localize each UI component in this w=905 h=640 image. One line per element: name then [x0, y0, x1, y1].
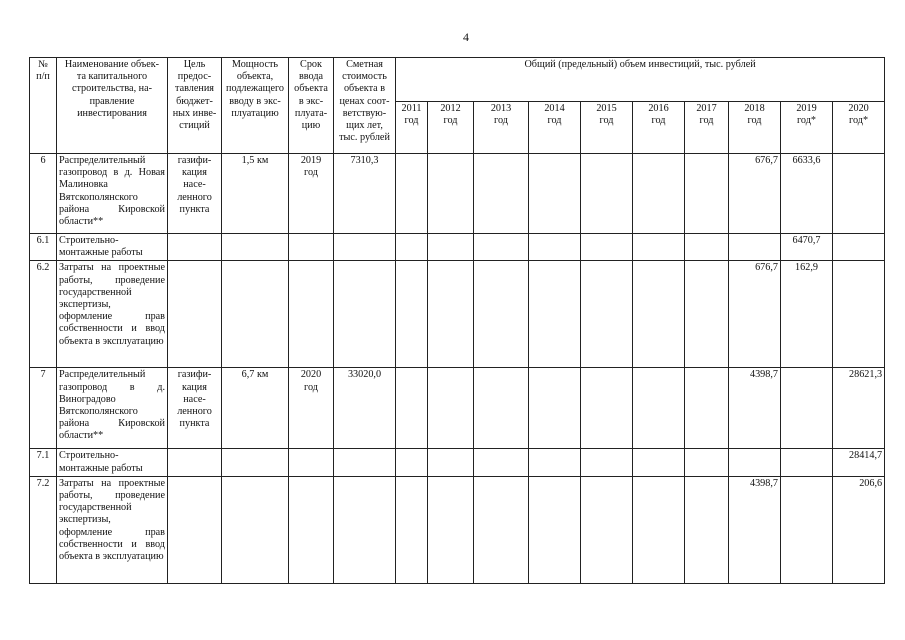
row-2019	[781, 449, 833, 476]
row-2018	[729, 449, 781, 476]
header-year-2011: 2011 год	[396, 102, 428, 154]
row-capacity	[222, 449, 289, 476]
header-year-2020: 2020 год*	[833, 102, 885, 154]
header-year-2017: 2017 год	[685, 102, 729, 154]
table-row	[30, 234, 885, 261]
row-2018: 676,7	[729, 261, 781, 368]
row-name: Строительно-монтажные работы	[57, 449, 168, 476]
investment-table	[29, 57, 885, 584]
row-2019	[781, 368, 833, 449]
row-cost: 33020,0	[334, 368, 396, 449]
row-name: Затраты на проектные работы, проведение государственной экспертизы, оформление прав собственности и ввод объекта в эксплуатацию	[57, 261, 168, 368]
table-row	[30, 368, 885, 449]
page-number: 4	[463, 30, 469, 44]
header-term: Срок ввода объекта в экс- плуата- цию	[289, 58, 334, 154]
header-year-2018: 2018 год	[729, 102, 781, 154]
header-year-2015: 2015 год	[581, 102, 633, 154]
row-purpose	[168, 476, 222, 583]
row-num: 6.1	[30, 234, 57, 261]
row-purpose: газифи- кация насе- ленного пункта	[168, 368, 222, 449]
row-term	[289, 234, 334, 261]
row-cost	[334, 476, 396, 583]
row-2019: 6633,6	[781, 154, 833, 234]
row-2018: 4398,7	[729, 368, 781, 449]
row-2018: 676,7	[729, 154, 781, 234]
header-year-2014: 2014 год	[529, 102, 581, 154]
row-2020	[833, 234, 885, 261]
header-year-2013: 2013 год	[474, 102, 529, 154]
row-term: 2019 год	[289, 154, 334, 234]
header-total-investment: Общий (предельный) объем инвестиций, тыс. рублей	[396, 58, 885, 102]
row-term	[289, 449, 334, 476]
header-cost: Сметная стоимость объекта в ценах соот- ветствую- щих лет, тыс. рублей	[334, 58, 396, 154]
row-2018: 4398,7	[729, 476, 781, 583]
row-num: 6.2	[30, 261, 57, 368]
table-row	[30, 261, 885, 368]
table-row	[30, 154, 885, 234]
row-num: 7.1	[30, 449, 57, 476]
row-capacity: 6,7 км	[222, 368, 289, 449]
table-row	[30, 476, 885, 583]
row-term: 2020 год	[289, 368, 334, 449]
row-term	[289, 476, 334, 583]
row-num: 7	[30, 368, 57, 449]
row-2020: 28414,7	[833, 449, 885, 476]
header-year-2016: 2016 год	[633, 102, 685, 154]
row-capacity	[222, 476, 289, 583]
header-purpose: Цель предос- тавления бюджет- ных инве- стиций	[168, 58, 222, 154]
row-num: 7.2	[30, 476, 57, 583]
row-cost: 7310,3	[334, 154, 396, 234]
row-purpose	[168, 449, 222, 476]
row-capacity	[222, 261, 289, 368]
row-cost	[334, 449, 396, 476]
row-2018	[729, 234, 781, 261]
row-term	[289, 261, 334, 368]
row-2019: 6470,7	[781, 234, 833, 261]
row-capacity: 1,5 км	[222, 154, 289, 234]
row-purpose: газифи- кация насе- ленного пункта	[168, 154, 222, 234]
header-capacity: Мощность объекта, подлежащего вводу в экс- плуатацию	[222, 58, 289, 154]
row-name: Строительно-монтажные работы	[57, 234, 168, 261]
row-2020: 28621,3	[833, 368, 885, 449]
row-cost	[334, 234, 396, 261]
header-year-2012: 2012 год	[428, 102, 474, 154]
row-2019: 162,9	[781, 261, 833, 368]
row-name: Распределительный газопровод в д. Новая Малиновка Вятскополянского района Кировской области**	[57, 154, 168, 234]
row-num: 6	[30, 154, 57, 234]
row-purpose	[168, 234, 222, 261]
header-name: Наименование объек- та капитального строительства, на- правление инвестирования	[57, 58, 168, 154]
row-2020: 206,6	[833, 476, 885, 583]
header-year-2019: 2019 год*	[781, 102, 833, 154]
row-2020	[833, 154, 885, 234]
row-cost	[334, 261, 396, 368]
row-capacity	[222, 234, 289, 261]
table-row	[30, 449, 885, 476]
row-name: Распределительный газопровод в д. Виноградово Вятскополянского района Кировской области**	[57, 368, 168, 449]
row-2019	[781, 476, 833, 583]
row-name: Затраты на проектные работы, проведение государственной экспертизы, оформление прав собственности и ввод объекта в эксплуатацию	[57, 476, 168, 583]
row-purpose	[168, 261, 222, 368]
row-2020	[833, 261, 885, 368]
header-num: № п/п	[30, 58, 57, 154]
